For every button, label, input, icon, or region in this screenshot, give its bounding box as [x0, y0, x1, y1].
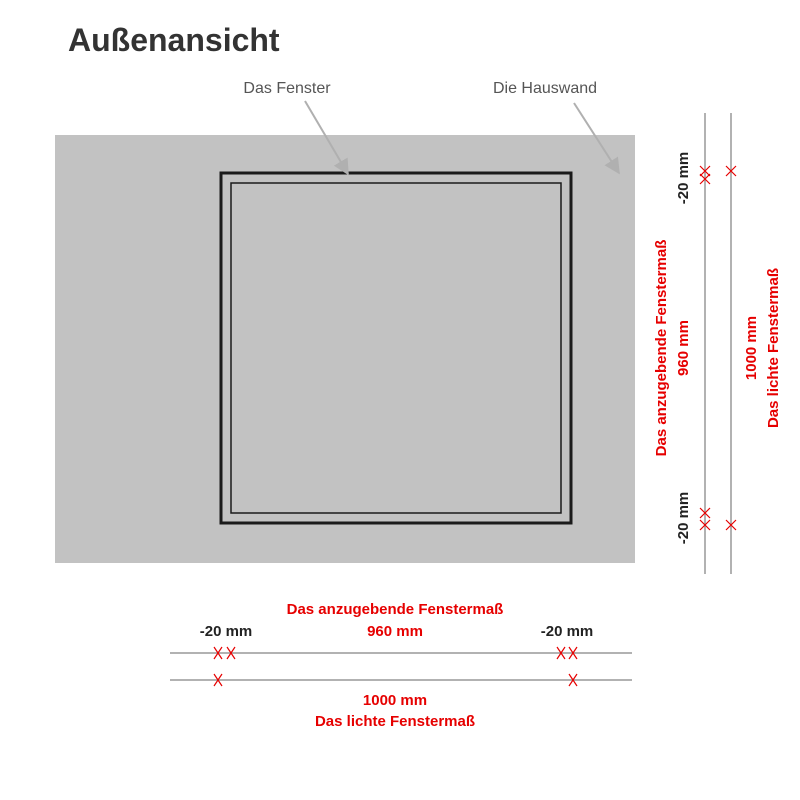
- horizontal-opening-size-label: Das lichte Fenstermaß: [314, 713, 476, 730]
- horizontal-right-offset-label: -20 mm: [540, 623, 594, 640]
- page-title: Außenansicht: [68, 22, 280, 58]
- vertical-opening-size-value: 1000 mm: [743, 315, 760, 381]
- vertical-top-offset-label: -20 mm: [675, 151, 692, 205]
- vertical-window-size-value: 960 mm: [675, 320, 692, 376]
- vertical-window-size-label: Das anzugebende Fenstermaß: [653, 239, 670, 457]
- window-label: Das Fenster: [243, 80, 331, 97]
- horizontal-window-size-label: Das anzugebende Fenstermaß: [286, 601, 504, 618]
- vertical-bottom-offset-label: -20 mm: [675, 491, 692, 545]
- vertical-opening-size-label: Das lichte Fenstermaß: [765, 267, 782, 429]
- horizontal-window-size-value: 960 mm: [367, 623, 423, 640]
- wall-label: Die Hauswand: [492, 80, 598, 97]
- horizontal-left-offset-label: -20 mm: [199, 623, 253, 640]
- house-wall: [55, 135, 635, 563]
- horizontal-opening-size-value: 1000 mm: [362, 692, 428, 709]
